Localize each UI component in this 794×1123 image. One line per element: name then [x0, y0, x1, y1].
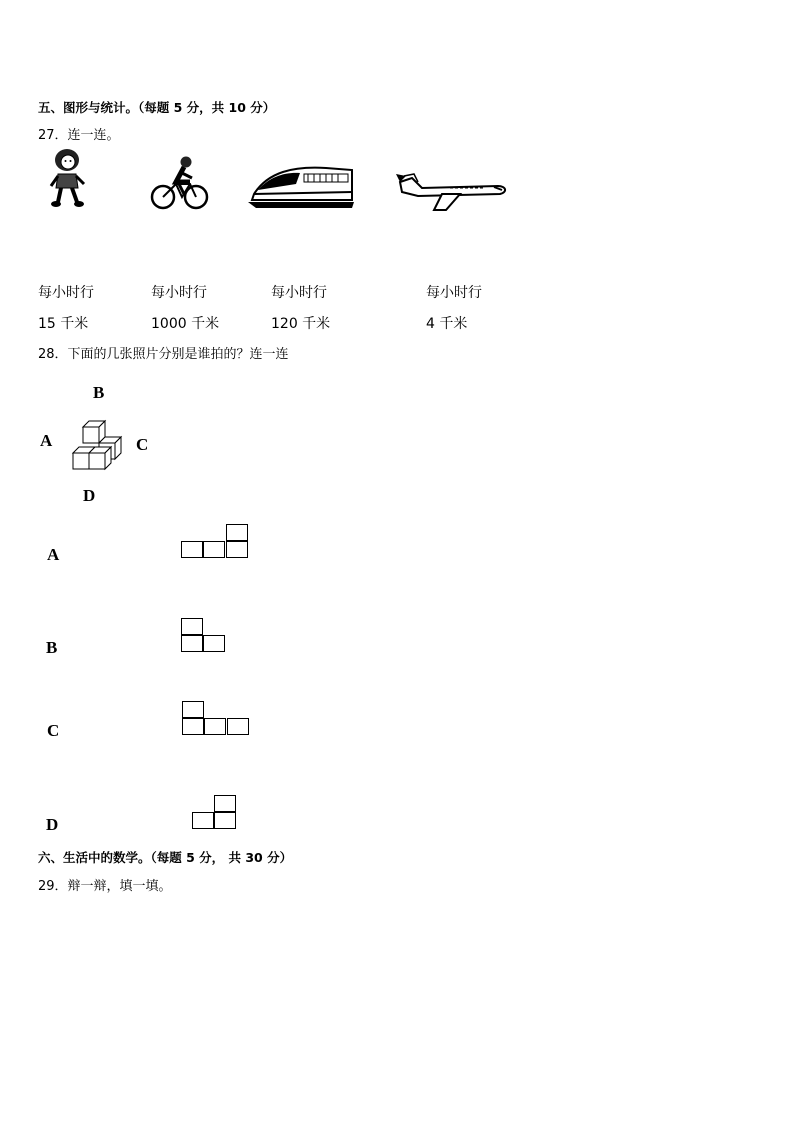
direction-label-left: A — [40, 431, 53, 450]
speed-option-2-line2: 1000 千米 — [151, 316, 220, 332]
speed-option-4-line1: 每小时行 — [426, 285, 482, 301]
speed-option-2-line1: 每小时行 — [151, 285, 207, 301]
section-6-title: 六、生活中的数学。（每题 5 分， 共 30 分） — [38, 850, 293, 865]
speed-option-3-line1: 每小时行 — [271, 285, 327, 301]
section-5-title: 五、图形与统计。（每题 5 分，共 10 分） — [38, 100, 276, 115]
question-28-stem: 28．下面的几张照片分别是谁拍的？连一连 — [38, 347, 289, 362]
view-label-d: D — [46, 815, 59, 834]
walking-person-icon — [44, 146, 90, 210]
cyclist-icon — [150, 154, 210, 212]
speed-option-4-line2: 4 千米 — [426, 316, 468, 332]
speed-option-3-line2: 120 千米 — [271, 316, 331, 332]
speed-option-1-line2: 15 千米 — [38, 316, 89, 332]
high-speed-train-icon — [248, 162, 358, 212]
view-label-a: A — [47, 545, 60, 564]
view-label-b: B — [46, 638, 58, 657]
view-label-c: C — [47, 721, 60, 740]
airplane-icon — [394, 170, 510, 214]
direction-label-bottom: D — [83, 486, 96, 505]
direction-label-right: C — [136, 435, 149, 454]
direction-label-top: B — [93, 383, 105, 402]
cube-stack-figure — [72, 420, 120, 472]
question-27-stem: 27．连一连。 — [38, 128, 120, 143]
speed-option-1-line1: 每小时行 — [38, 285, 94, 301]
question-29-stem: 29．辩一辩，填一填。 — [38, 879, 172, 894]
